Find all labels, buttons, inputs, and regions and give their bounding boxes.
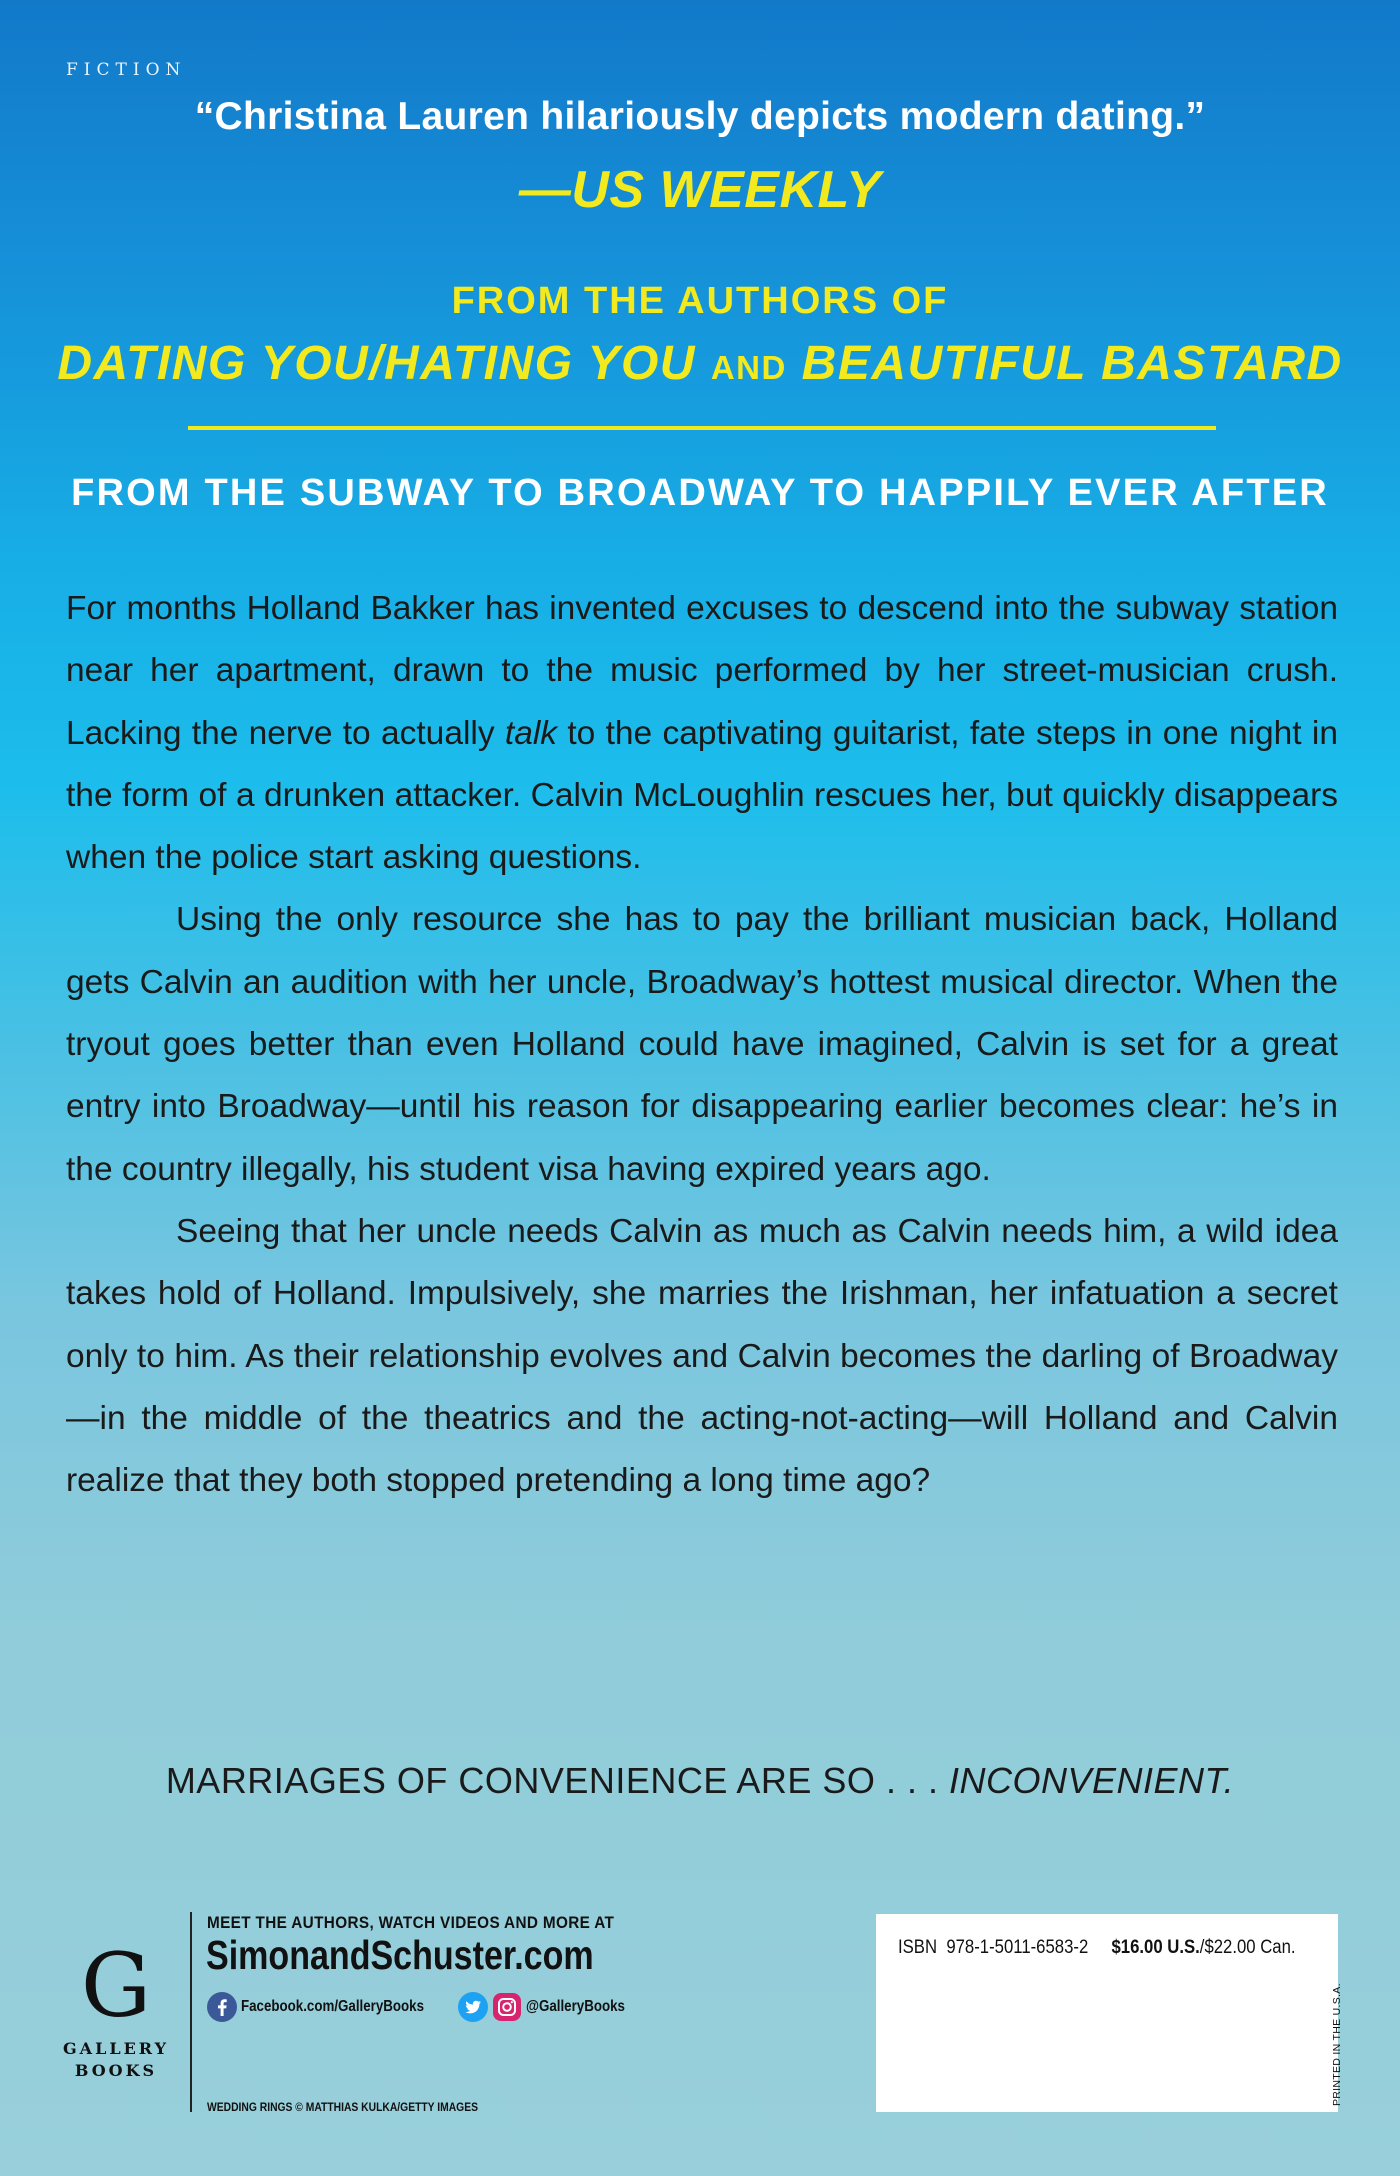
closing-lead: MARRIAGES OF CONVENIENCE ARE SO . . .: [165, 1760, 949, 1801]
divider-rule: [188, 426, 1216, 430]
genre-label: FICTION: [66, 60, 187, 80]
praise-attribution: —US WEEKLY: [518, 161, 882, 219]
synopsis-p1-emphasis: talk: [504, 714, 558, 752]
tagline: FROM THE SUBWAY TO BROADWAY TO HAPPILY EVER AFTER: [71, 472, 1329, 514]
publisher-name-line-2: BOOKS: [74, 2061, 158, 2080]
synopsis-paragraph-2: Using the only resource she has to pay the brilliant musician back, Holland gets Calvin an audition with her uncle, Broadway’s hottest musical director. When the tryout goes better than even Holland could have imagined, Calvin is set for a great entry into Broadway—until his reason for disappearing earlier becomes clear: he’s in the country illegally, his student visa having expired years ago.: [66, 901, 1338, 1188]
isbn-label: ISBN: [898, 1937, 938, 1958]
price-us: $16.00 U.S.: [1111, 1937, 1200, 1958]
previous-titles: [0, 336, 1400, 391]
instagram-icon[interactable]: [492, 1992, 522, 2022]
cover-photo-credit: WEDDING RINGS © MATTHIAS KULKA/GETTY IMAGES: [207, 2100, 478, 2114]
facebook-icon[interactable]: [207, 1992, 237, 2022]
publisher-website-link[interactable]: SimonandSchuster.com: [206, 1932, 594, 1978]
isbn-number: 978-1-5011-6583-2: [946, 1937, 1089, 1958]
publisher-logo: [58, 1934, 174, 2082]
synopsis-paragraph-3: Seeing that her uncle needs Calvin as much as Calvin needs him, a wild idea takes hold of Holland. Impulsively, she marries the Irishman, her infatuation a secret only to him. As their relationship evolves and Calvin becomes the darling of Broadway—in the middle of the theatrics and the acting-not-acting—will Holland and Calvin realize that they both stopped pretending a long time ago?: [66, 1212, 1338, 1500]
printed-in-notice: PRINTED IN THE U.S.A.: [1331, 1983, 1343, 2106]
social-links: [207, 1992, 645, 2022]
publisher-logo-letter: G: [80, 1934, 152, 2037]
authors-lead: FROM THE AUTHORS OF: [451, 280, 949, 322]
barcode-box: [876, 1914, 1338, 2112]
titles-conjunction: AND: [710, 349, 787, 386]
praise-quote: “Christina Lauren hilariously depicts modern dating.”: [194, 95, 1206, 138]
instagram-handle-link[interactable]: @GalleryBooks: [525, 1998, 625, 2015]
footer-divider: [190, 1912, 192, 2112]
twitter-icon[interactable]: [458, 1992, 488, 2022]
previous-title-1: DATING YOU/HATING YOU: [57, 337, 696, 390]
synopsis: [66, 578, 1338, 1512]
previous-title-2: BEAUTIFUL BASTARD: [801, 337, 1343, 390]
synopsis-p1-start: For months Holland Bakker has invented excuses to descend into the subway station near her apartment, drawn to the music performed by her street-musician crush. Lacking the nerve to actually: [66, 590, 1338, 752]
meet-the-authors-text: MEET THE AUTHORS, WATCH VIDEOS AND MORE AT: [207, 1913, 615, 1932]
price-canada: /$22.00 Can.: [1199, 1937, 1296, 1958]
closing-line: [0, 1760, 1400, 1802]
closing-emphasis: INCONVENIENT.: [948, 1760, 1235, 1801]
synopsis-p1-end: to the captivating guitarist, fate steps in one night in the form of a drunken attacker. Calvin McLoughlin rescues her, but quickly disappears when the police start asking questions.: [66, 714, 1338, 877]
synopsis-paragraph-1: [66, 578, 1338, 889]
publisher-name-line-1: GALLERY: [63, 2039, 169, 2058]
facebook-link[interactable]: Facebook.com/GalleryBooks: [241, 1998, 424, 2015]
publisher-logo-name: [58, 2038, 174, 2082]
isbn-price-line: [898, 1937, 1296, 1959]
